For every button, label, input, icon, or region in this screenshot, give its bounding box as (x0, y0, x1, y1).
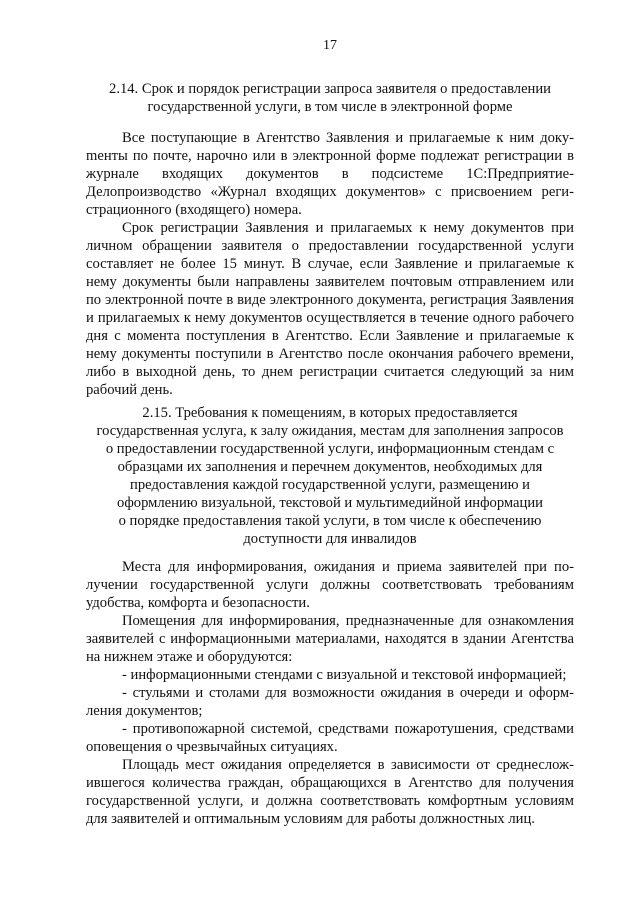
heading-line: 2.14. Срок и порядок регистрации запроса заявителя о предоставлении (109, 81, 551, 97)
paragraph: Площадь мест ожидания определяется в зависимости от среднесложившегося количества граждан, обращающихся в Агентство для получения государственной услуги, и должна соответствовать комфортным условиям для заявителей и оптимальным условиям для работы должностных лиц. (86, 757, 574, 827)
heading-line: оформлению визуальной, текстовой и мультимедийной информации (117, 495, 543, 511)
heading-line: предоставления каждой государственной услуги, размещению и (130, 477, 530, 493)
section-2-15-heading (86, 404, 574, 548)
list-item: - информационными стендами с визуальной и текстовой информацией; (122, 667, 567, 683)
section-2-15-body (86, 558, 574, 828)
section-2-14-body (86, 129, 574, 399)
heading-line: 2.15. Требования к помещениям, в которых предоставляется (142, 405, 518, 421)
list-item: - стульями и столами для возможности ожидания в очереди и оформления документов; (86, 685, 574, 719)
list-item: - противопожарной системой, средствами пожаротушения, средствами оповещения о чрезвычайных ситуациях. (86, 721, 574, 755)
paragraph: Все поступающие в Агентство Заявления и прилагаемые к ним докуmенты по почте, нарочно или в электронной форме подлежат регистрации в журнале входящих документов в подсистеме 1С:Предприятие-Делопроизводство «Журнал входящих документов» с присвоением регистрационного (входящего) номера. (86, 130, 574, 218)
paragraph: Места для информирования, ожидания и приема заявителей при получении государственной услуги должны соответствовать требованиям удобства, комфорта и безопасности. (86, 559, 574, 611)
heading-line: доступности для инвалидов (243, 531, 417, 547)
heading-line: государственная услуга, к залу ожидания, местам для заполнения запросов (96, 423, 564, 439)
paragraph: Помещения для информирования, предназначенные для ознакомления заявителей с информационными материалами, находятся в здании Агентства на нижнем этаже и оборудуются: (86, 613, 574, 665)
paragraph: Срок регистрации Заявления и прилагаемых к нему документов при личном обращении заявителя о предоставлении государственной услуги составляет не более 15 минут. В случае, если Заявление и прилагаемые к нему документы были направлены заявителем почтовым отправлением или по электронной почте в виде электронного документа, регистрация Заявления и прилагаемых к нему документов осуществляется в течение одного рабочего дня с момента поступления в Агентство. Если Заявление и прилагаемые к нему документы поступили в Агентство после окончания рабочего времени, либо в выходной день, то днем регистрации считается следующий за ним рабочий день. (86, 220, 574, 398)
page-number: 17 (323, 38, 337, 53)
heading-line: о порядке предоставления такой услуги, в том числе к обеспечению (118, 513, 542, 529)
heading-line: образцами их заполнения и перечнем документов, необходимых для (117, 459, 543, 475)
heading-line: о предоставлении государственной услуги, информационным стендам с (105, 441, 555, 457)
section-2-14-heading (86, 80, 574, 116)
heading-line: государственной услуги, в том числе в электронной форме (147, 99, 513, 115)
